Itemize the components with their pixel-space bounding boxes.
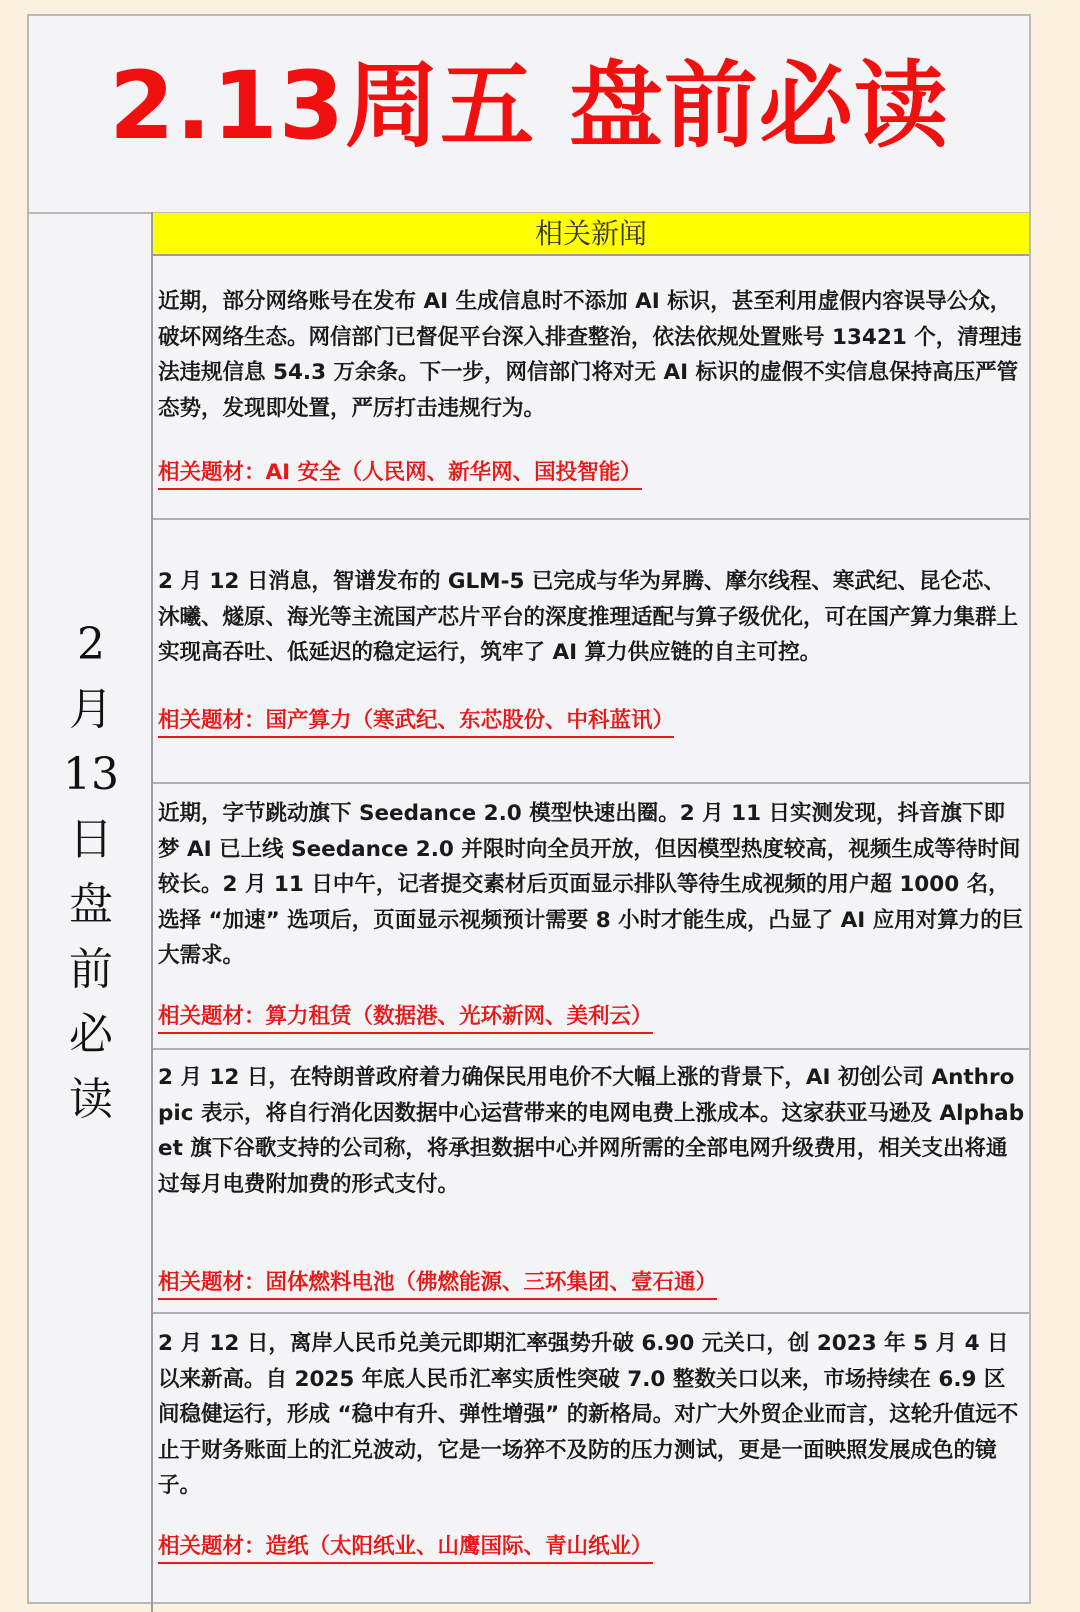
news-item — [153, 256, 1029, 520]
reading-sheet — [27, 14, 1031, 1604]
news-item — [153, 784, 1029, 1050]
news-column — [153, 212, 1029, 1612]
related-topic: 相关题材：国产算力（寒武纪、东芯股份、中科蓝讯） — [158, 706, 674, 738]
news-item — [153, 1314, 1029, 1612]
date-column-label: 2月13日盘前必读 — [63, 619, 119, 1125]
news-text: 近期，部分网络账号在发布 AI 生成信息时不添加 AI 标识，甚至利用虚假内容误导公众，破坏网络生态。网信部门已督促平台深入排查整治，依法依规处置账号 13421 个，清理违法违规信息 54.3 万余条。下一步，网信部门将对无 AI 标识的虚假不实信息保持高压严管态势，发现即处置，严厉打击违规行为。 — [158, 289, 1022, 421]
date-column — [29, 212, 153, 1612]
news-text: 2 月 12 日，离岸人民币兑美元即期汇率强势升破 6.90 元关口，创 2023 年 5 月 4 日以来新高。自 2025 年底人民币汇率实质性突破 7.0 整数关口以来，市场持续在 6.9 区间稳健运行，形成 “稳中有升、弹性增强” 的新格局。对广大外贸企业而言，这轮升值远不止于财务账面上的汇兑波动，它是一场猝不及防的压力测试，更是一面映照发展成色的镜子。 — [158, 1331, 1019, 1498]
related-topic: 相关题材：算力租赁（数据港、光环新网、美利云） — [158, 1002, 653, 1034]
page-title: 2.13周五 盘前必读 — [109, 52, 949, 161]
news-text: 近期，字节跳动旗下 Seedance 2.0 模型快速出圈。2 月 11 日实测发现，抖音旗下即梦 AI 已上线 Seedance 2.0 并限时向全员开放，但因模型热度较高，视频生成等待时间较长。2 月 11 日中午，记者提交素材后页面显示排队等待生成视频的用户超 1000 名，选择 “加速” 选项后，页面显示视频预计需要 8 小时才能生成，凸显了 AI 应用对算力的巨大需求。 — [158, 801, 1024, 968]
news-item — [153, 520, 1029, 784]
news-text: 2 月 12 日消息，智谱发布的 GLM-5 已完成与华为昇腾、摩尔线程、寒武纪、昆仑芯、沐曦、燧原、海光等主流国产芯片平台的深度推理适配与算子级优化，可在国产算力集群上实现高吞吐、低延迟的稳定运行，筑牢了 AI 算力供应链的自主可控。 — [158, 569, 1019, 665]
section-heading: 相关新闻 — [153, 212, 1029, 256]
news-item — [153, 1050, 1029, 1314]
related-topic: 相关题材：AI 安全（人民网、新华网、国投智能） — [158, 458, 642, 490]
related-topic: 相关题材：固体燃料电池（佛燃能源、三环集团、壹石通） — [158, 1268, 717, 1300]
related-topic: 相关题材：造纸（太阳纸业、山鹰国际、青山纸业） — [158, 1532, 653, 1564]
title-band — [29, 16, 1029, 214]
news-text: 2 月 12 日，在特朗普政府着力确保民用电价不大幅上涨的背景下，AI 初创公司 Anthropic 表示，将自行消化因数据中心运营带来的电网电费上涨成本。这家获亚马逊及 Alphabet 旗下谷歌支持的公司称，将承担数据中心并网所需的全部电网升级费用，相关支出将通过每月电费附加费的形式支付。 — [158, 1065, 1025, 1197]
